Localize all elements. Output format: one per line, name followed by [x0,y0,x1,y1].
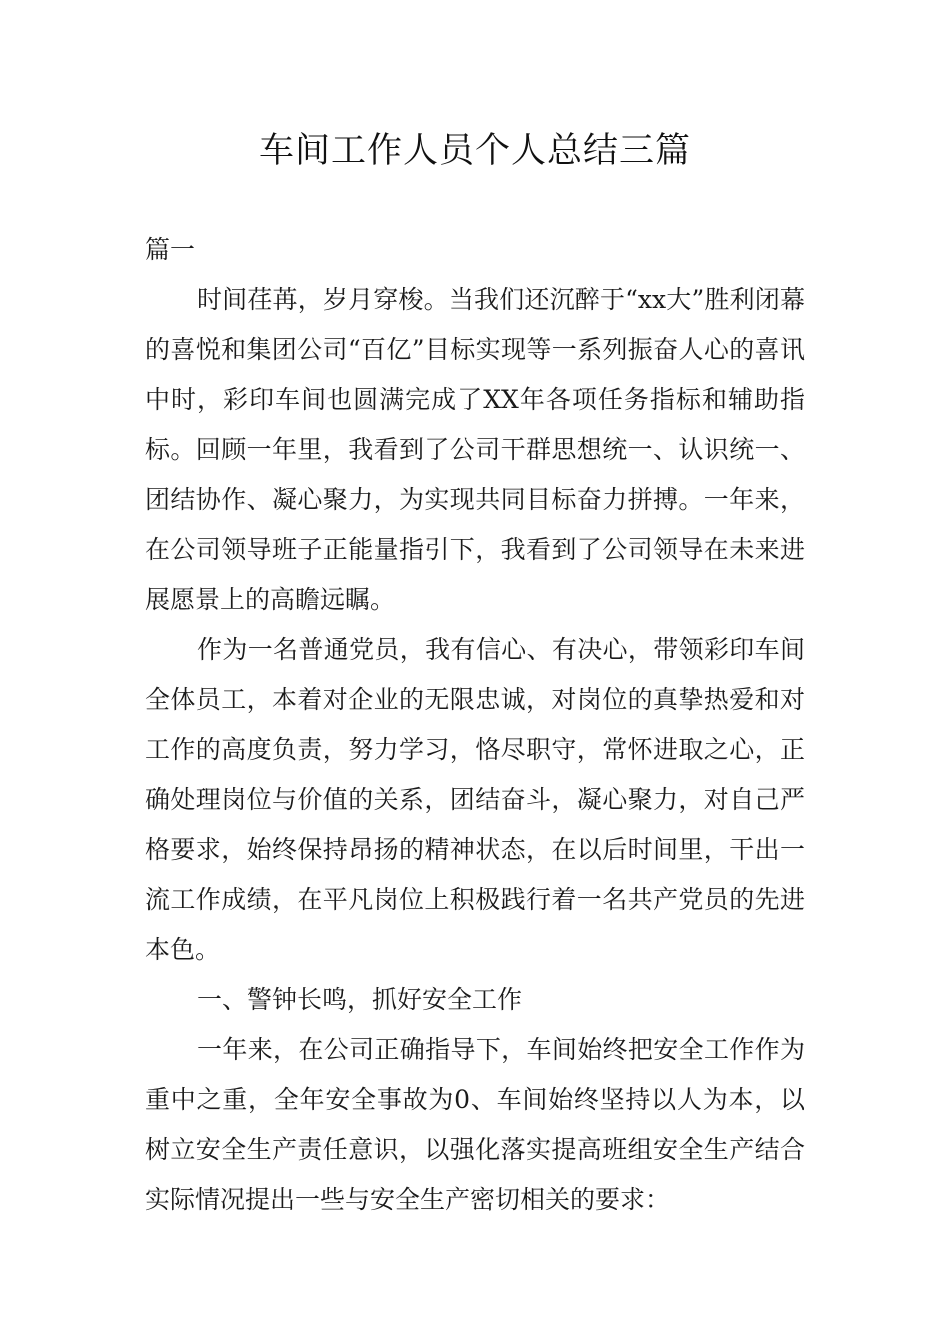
paragraph-1: 时间荏苒，岁月穿梭。当我们还沉醉于“xx大”胜利闭幕的喜悦和集团公司“百亿”目标实现等一系列振奋人心的喜讯中时，彩印车间也圆满完成了XX年各项任务指标和辅助指标。回顾一年里，我看到了公司干群思想统一、认识统一、团结协作、凝心聚力，为实现共同目标奋力拼搏。一年来，在公司领导班子正能量指引下，我看到了公司领导在未来进展愿景上的高瞻远瞩。 [145,285,805,614]
document-title: 车间工作人员个人总结三篇 [258,131,691,171]
section-label: 篇一 [145,235,196,264]
document-body [145,225,805,1225]
section-heading-1: 一、警钟长鸣，抓好安全工作 [197,985,523,1014]
paragraph-2: 作为一名普通党员，我有信心、有决心，带领彩印车间全体员工，本着对企业的无限忠诚，对岗位的真挚热爱和对工作的高度负责，努力学习，恪尽职守，常怀进取之心，正确处理岗位与价值的关系，团结奋斗，凝心聚力，对自己严格要求，始终保持昂扬的精神状态，在以后时间里，干出一流工作成绩，在平凡岗位上积极践行着一名共产党员的先进本色。 [145,635,805,964]
paragraph-3: 一年来，在公司正确指导下，车间始终把安全工作作为重中之重，全年安全事故为0、车间始终坚持以人为本，以树立安全生产责任意识，以强化落实提高班组安全生产结合实际情况提出一些与安全生产密切相关的要求： [145,1035,805,1214]
